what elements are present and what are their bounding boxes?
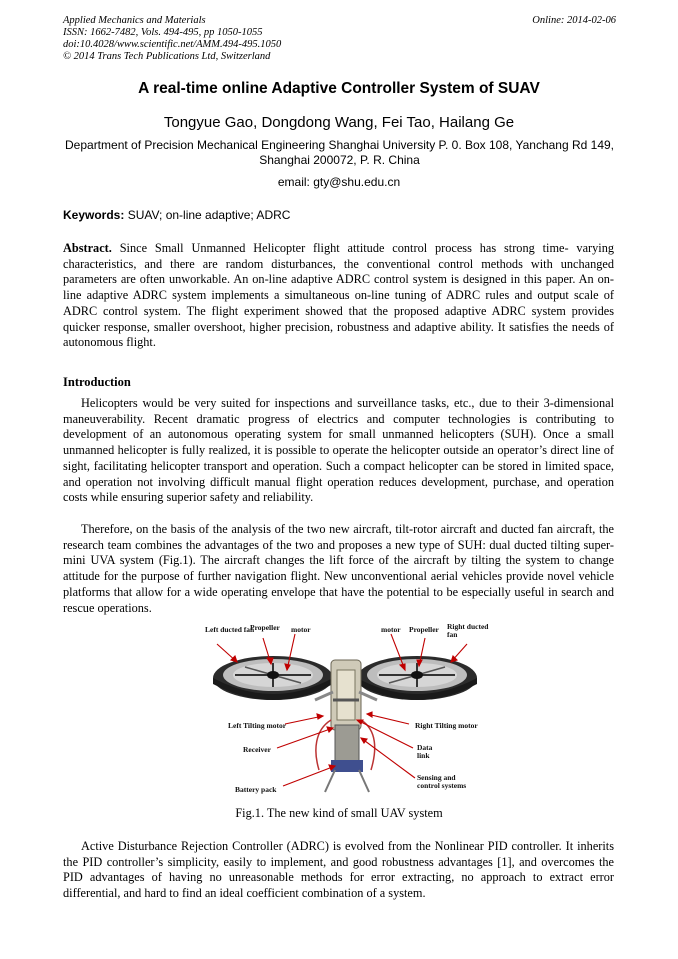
- intro-heading: Introduction: [63, 375, 131, 389]
- affiliation: Department of Precision Mechanical Engineering Shanghai University P. 0. Box 108, Yanchang Rd 149, Shanghai 200072, P. R. China: [65, 138, 614, 167]
- paper-title: A real-time online Adaptive Controller System of SUAV: [138, 80, 540, 97]
- keywords-text: SUAV; on-line adaptive; ADRC: [124, 208, 291, 222]
- keywords-label: Keywords:: [63, 208, 125, 222]
- uav-figure: [195, 620, 495, 800]
- abstract: [63, 241, 614, 351]
- journal-name: Applied Mechanics and Materials: [63, 15, 206, 26]
- figure-caption: Fig.1. The new kind of small UAV system: [235, 806, 443, 820]
- label-motor-left: motor: [291, 625, 311, 634]
- keywords: [63, 208, 290, 222]
- journal-header: [63, 15, 281, 63]
- journal-doi: doi:10.4028/www.scientific.net/AMM.494-495.1050: [63, 39, 282, 50]
- label-left-tilting-motor: Left Tilting motor: [228, 721, 287, 730]
- journal-copyright: © 2014 Trans Tech Publications Ltd, Switzerland: [63, 51, 271, 62]
- label-right-tilting-motor: Right Tilting motor: [415, 721, 478, 730]
- abstract-label: Abstract.: [63, 241, 112, 255]
- intro-paragraph-1: Helicopters would be very suited for inspections and surveillance tasks, etc., due to their 3-dimensional maneuverability. Recent dramatic progress of electrics and computer technologies is contributing to development of an autonomous operating system for small unmanned helicopters (SUH). Once a small unmanned helicopter is fully realized, it is possible to operate the helicopter outside an operator’s direct line of sight, facilitating helicopter transport and operation. Such a compact helicopter can be stored in limited space, and operation not involving difficult manual flight operation reduces development, purchase, and operation costs while ensuring superior safety and reliability.: [63, 396, 614, 505]
- journal-issn: ISSN: 1662-7482, Vols. 494-495, pp 1050-1055: [63, 27, 263, 38]
- label-battery-pack: Battery pack: [235, 785, 277, 794]
- label-left-fan: Left ducted fan: [205, 625, 255, 634]
- abstract-text: Since Small Unmanned Helicopter flight attitude control process has strong time- varying characteristics, and there are random disturbances, the conventional control methods with unchanged parameters are often unworkable. An on-line adaptive ADRC control system is designed in this paper. An on-line adaptive ADRC system implements a simultaneous on-line tuning of ADRC rules and output scale of ADRC control system. The flight experiment showed that the proposed adaptive ADRC system provides quicker response, smaller overshoot, higher precision, robustness and adaptive ability. It satisfies the needs of autonomous flight.: [63, 241, 614, 350]
- label-right-fan: Right ducted fan: [447, 622, 489, 639]
- adrc-paragraph: Active Disturbance Rejection Controller (ADRC) is evolved from the Nonlinear PID controller. It inherits the PID controller’s simplicity, easily to implement, and good robustness advantages [1], and overcomes the PID advantages of having no unreasonable methods for error extracting, no approach to extract error differential, and hard to find an ideal coefficient combination of a system.: [63, 839, 614, 901]
- label-sensing-control: Sensing and control systems: [417, 773, 467, 790]
- email: email: gty@shu.edu.cn: [277, 175, 401, 189]
- paper-authors: Tongyue Gao, Dongdong Wang, Fei Tao, Hailang Ge: [163, 114, 515, 131]
- label-data-link: Data link: [417, 743, 433, 760]
- label-propeller-right: Propeller: [409, 625, 439, 634]
- intro-paragraph-2: Therefore, on the basis of the analysis of the two new aircraft, tilt-rotor aircraft and ducted fan aircraft, the research team combines the advantages of the two and proposes a new type of SUH: dual ducted tilting super-mini UVA system (Fig.1). The aircraft changes the lift force of the aircraft by tilting the system to change attitude for the purpose of further navigation flight. New unconventional aerial vehicles provide novel vehicle platforms that allow for a wide operating envelope that have the potential to be especially useful in search and rescue operations.: [63, 522, 614, 615]
- label-receiver: Receiver: [243, 745, 271, 754]
- label-propeller-left: Propeller: [250, 623, 280, 632]
- label-motor-right: motor: [381, 625, 401, 634]
- online-date: Online: 2014-02-06: [532, 15, 616, 26]
